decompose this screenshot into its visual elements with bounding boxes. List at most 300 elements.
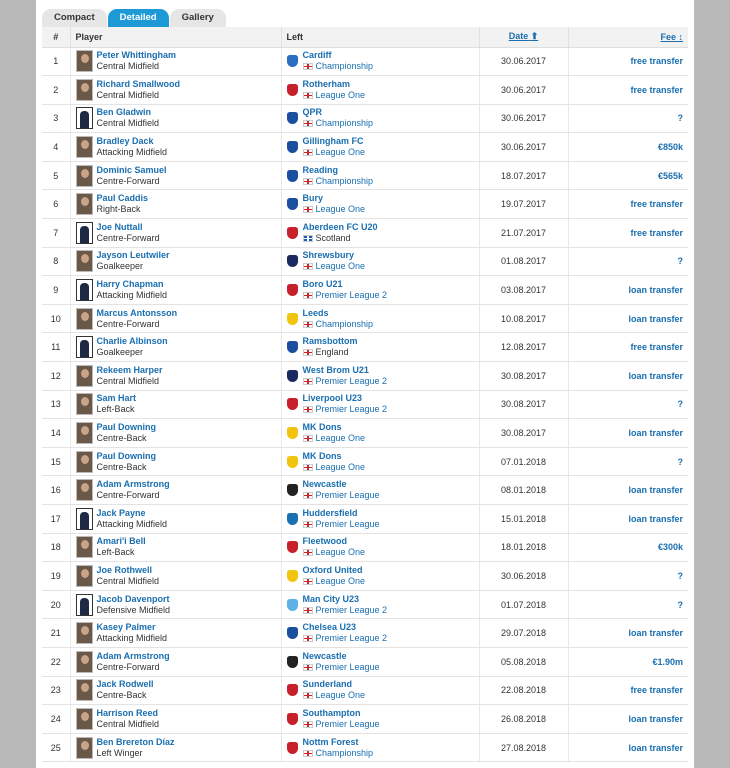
player-name-link[interactable]: Jayson Leutwiler: [96, 250, 170, 261]
player-avatar[interactable]: [76, 50, 93, 72]
table-row: [42, 104, 688, 133]
left-club-cell: [281, 104, 479, 133]
table-row: [42, 133, 688, 162]
player-name-link[interactable]: Jack Rodwell: [96, 679, 154, 690]
row-number: 4: [42, 133, 70, 162]
row-number: 21: [42, 619, 70, 648]
header-date-label[interactable]: Date: [508, 31, 529, 42]
club-crest-icon[interactable]: [287, 627, 298, 639]
club-crest-icon[interactable]: [287, 198, 298, 210]
league-link[interactable]: Premier League: [315, 718, 380, 729]
left-club-cell: [281, 590, 479, 619]
row-number: 5: [42, 161, 70, 190]
club-name-link[interactable]: Aberdeen FC U20: [302, 221, 378, 232]
transfer-fee-link[interactable]: €565k: [568, 161, 688, 190]
transfer-fee-link[interactable]: ?: [568, 390, 688, 419]
club-name-link[interactable]: Nottm Forest: [302, 736, 359, 747]
transfer-date: 18.07.2017: [479, 161, 568, 190]
player-position: Left Winger: [96, 747, 143, 758]
transfer-date: 30.06.2017: [479, 104, 568, 133]
club-crest-icon[interactable]: [287, 141, 298, 153]
left-club-cell: [281, 390, 479, 419]
club-name-link[interactable]: MK Dons: [302, 422, 342, 433]
table-row: [42, 161, 688, 190]
club-name-link[interactable]: Ramsbottom: [302, 336, 358, 347]
transfer-fee-link[interactable]: €1.90m: [568, 647, 688, 676]
player-cell: [70, 733, 281, 762]
player-avatar[interactable]: [76, 708, 93, 730]
player-position: Centre-Forward: [96, 175, 160, 186]
player-cell: [70, 676, 281, 705]
left-club-cell: [281, 419, 479, 448]
player-cell: [70, 276, 281, 305]
club-crest-icon[interactable]: [287, 55, 298, 67]
club-crest-icon[interactable]: [287, 227, 298, 239]
club-crest-icon[interactable]: [287, 112, 298, 124]
club-name-link[interactable]: Gillingham FC: [302, 136, 364, 147]
row-number: 18: [42, 533, 70, 562]
transfer-date: 22.08.2018: [479, 676, 568, 705]
player-cell: [70, 47, 281, 76]
transfer-fee-link[interactable]: loan transfer: [568, 304, 688, 333]
country-flag-icon: [303, 178, 313, 185]
club-crest-icon[interactable]: [287, 656, 298, 668]
player-position: Centre-Back: [96, 461, 147, 472]
player-name-link[interactable]: Kasey Palmer: [96, 622, 156, 633]
player-name-link[interactable]: Joe Nuttall: [96, 221, 143, 232]
left-club-cell: [281, 333, 479, 362]
transfer-date: 30.08.2017: [479, 362, 568, 391]
league-link[interactable]: Premier League: [315, 518, 380, 529]
club-name-link[interactable]: Cardiff: [302, 50, 332, 61]
player-position: Attacking Midfield: [96, 518, 168, 529]
player-cell: [70, 705, 281, 734]
league-link[interactable]: League One: [315, 461, 366, 472]
table-row: [42, 505, 688, 534]
club-name-link[interactable]: Liverpool U23: [302, 393, 363, 404]
sort-asc-icon: ⬆: [530, 31, 539, 42]
country-flag-icon: [303, 549, 313, 556]
league-link[interactable]: Championship: [315, 118, 374, 129]
player-cell: [70, 219, 281, 248]
player-position: Centre-Back: [96, 433, 147, 444]
table-row: [42, 76, 688, 105]
transfer-date: 01.08.2017: [479, 247, 568, 276]
row-number: 19: [42, 562, 70, 591]
league-link[interactable]: Premier League 2: [315, 404, 388, 415]
row-number: 20: [42, 590, 70, 619]
player-name-link[interactable]: Paul Downing: [96, 422, 156, 433]
player-avatar[interactable]: [76, 279, 93, 301]
row-number: 10: [42, 304, 70, 333]
club-name-link[interactable]: MK Dons: [302, 450, 342, 461]
league-link[interactable]: League One: [315, 547, 366, 558]
club-name-link[interactable]: Oxford United: [302, 564, 363, 575]
country-flag-icon: [303, 435, 313, 442]
player-avatar[interactable]: [76, 594, 93, 616]
country-flag-icon: [303, 406, 313, 413]
left-club-cell: [281, 447, 479, 476]
transfer-date: 30.06.2017: [479, 47, 568, 76]
table-row: [42, 190, 688, 219]
player-position: Centre-Forward: [96, 318, 160, 329]
league-link[interactable]: Premier League: [315, 490, 380, 501]
row-number: 11: [42, 333, 70, 362]
view-tabs: [42, 9, 227, 27]
player-cell: [70, 333, 281, 362]
league-link: England: [315, 347, 349, 358]
left-club-cell: [281, 247, 479, 276]
left-club-cell: [281, 190, 479, 219]
club-crest-icon[interactable]: [287, 313, 298, 325]
country-flag-icon: [303, 92, 313, 99]
row-number: 22: [42, 647, 70, 676]
country-flag-icon: [303, 664, 313, 671]
player-avatar[interactable]: [76, 479, 93, 501]
table-row: [42, 447, 688, 476]
club-name-link[interactable]: QPR: [302, 107, 323, 118]
league-link[interactable]: Championship: [315, 318, 374, 329]
club-name-link[interactable]: Southampton: [302, 707, 361, 718]
row-number: 2: [42, 76, 70, 105]
player-avatar[interactable]: [76, 165, 93, 187]
club-crest-icon[interactable]: [287, 541, 298, 553]
player-avatar[interactable]: [76, 136, 93, 158]
header-left: Left: [281, 27, 479, 47]
club-crest-icon[interactable]: [287, 484, 298, 496]
club-crest-icon[interactable]: [287, 513, 298, 525]
player-name-link[interactable]: Charlie Albinson: [96, 336, 168, 347]
country-flag-icon: [303, 292, 313, 299]
transfer-date: 30.06.2017: [479, 133, 568, 162]
club-name-link[interactable]: West Brom U21: [302, 364, 369, 375]
player-name-link[interactable]: Dominic Samuel: [96, 164, 167, 175]
country-flag-icon: [303, 321, 313, 328]
country-flag-icon: [303, 63, 313, 70]
row-number: 25: [42, 733, 70, 762]
player-name-link[interactable]: Joe Rothwell: [96, 564, 153, 575]
transfer-fee-link[interactable]: loan transfer: [568, 733, 688, 762]
transfer-fee-link[interactable]: loan transfer: [568, 705, 688, 734]
club-name-link[interactable]: Leeds: [302, 307, 329, 318]
header-date[interactable]: [479, 27, 568, 47]
player-name-link[interactable]: Marcus Antonsson: [96, 307, 178, 318]
transfer-fee-link[interactable]: free transfer: [568, 333, 688, 362]
club-name-link[interactable]: Bury: [302, 193, 324, 204]
transfer-fee-link[interactable]: loan transfer: [568, 276, 688, 305]
club-name-link[interactable]: Shrewsbury: [302, 250, 355, 261]
transfers-table: [42, 27, 688, 762]
club-name-link[interactable]: Chelsea U23: [302, 622, 357, 633]
tab-gallery[interactable]: Gallery: [170, 9, 226, 27]
table-row: [42, 362, 688, 391]
table-body: [42, 47, 688, 762]
table-row: [42, 476, 688, 505]
player-name-link[interactable]: Ben Gladwin: [96, 107, 152, 118]
club-crest-icon[interactable]: [287, 398, 298, 410]
player-avatar[interactable]: [76, 737, 93, 759]
player-avatar[interactable]: [76, 536, 93, 558]
player-position: Centre-Forward: [96, 232, 160, 243]
row-number: 1: [42, 47, 70, 76]
player-position: Central Midfield: [96, 375, 160, 386]
club-crest-icon[interactable]: [287, 170, 298, 182]
country-flag-icon: [303, 149, 313, 156]
transfer-fee-link[interactable]: loan transfer: [568, 505, 688, 534]
row-number: 17: [42, 505, 70, 534]
left-club-cell: [281, 304, 479, 333]
player-avatar[interactable]: [76, 508, 93, 530]
player-name-link[interactable]: Adam Armstrong: [96, 479, 170, 490]
row-number: 24: [42, 705, 70, 734]
transfer-fee-link[interactable]: free transfer: [568, 47, 688, 76]
table-row: [42, 247, 688, 276]
player-avatar[interactable]: [76, 622, 93, 644]
league-link[interactable]: Championship: [315, 61, 374, 72]
player-position: Left-Back: [96, 404, 135, 415]
transfer-fee-link[interactable]: ?: [568, 104, 688, 133]
club-crest-icon[interactable]: [287, 684, 298, 696]
club-crest-icon[interactable]: [287, 370, 298, 382]
player-position: Central Midfield: [96, 718, 160, 729]
country-flag-icon: [303, 235, 313, 242]
left-club-cell: [281, 362, 479, 391]
player-cell: [70, 447, 281, 476]
left-club-cell: [281, 47, 479, 76]
player-avatar[interactable]: [76, 565, 93, 587]
league-link[interactable]: League One: [315, 575, 366, 586]
table-row: [42, 676, 688, 705]
player-cell: [70, 133, 281, 162]
player-name-link[interactable]: Harry Chapman: [96, 279, 164, 290]
country-flag-icon: [303, 349, 313, 356]
club-crest-icon[interactable]: [287, 427, 298, 439]
player-avatar[interactable]: [76, 451, 93, 473]
player-name-link[interactable]: Jack Payne: [96, 507, 146, 518]
table-row: [42, 647, 688, 676]
row-number: 3: [42, 104, 70, 133]
transfer-date: 21.07.2017: [479, 219, 568, 248]
league-link[interactable]: Premier League 2: [315, 290, 388, 301]
transfer-date: 10.08.2017: [479, 304, 568, 333]
transfer-date: 08.01.2018: [479, 476, 568, 505]
club-crest-icon[interactable]: [287, 456, 298, 468]
table-row: [42, 619, 688, 648]
country-flag-icon: [303, 635, 313, 642]
player-avatar[interactable]: [76, 250, 93, 272]
row-number: 16: [42, 476, 70, 505]
player-avatar[interactable]: [76, 308, 93, 330]
row-number: 15: [42, 447, 70, 476]
club-name-link[interactable]: Boro U21: [302, 279, 343, 290]
left-club-cell: [281, 476, 479, 505]
player-position: Goalkeeper: [96, 347, 144, 358]
club-crest-icon[interactable]: [287, 341, 298, 353]
league-link[interactable]: League One: [315, 204, 366, 215]
country-flag-icon: [303, 464, 313, 471]
player-cell: [70, 476, 281, 505]
player-position: Attacking Midfield: [96, 633, 168, 644]
player-cell: [70, 190, 281, 219]
player-avatar[interactable]: [76, 422, 93, 444]
transfer-fee-link[interactable]: loan transfer: [568, 476, 688, 505]
transfer-fee-link[interactable]: ?: [568, 562, 688, 591]
left-club-cell: [281, 161, 479, 190]
club-name-link[interactable]: Newcastle: [302, 479, 347, 490]
player-position: Attacking Midfield: [96, 290, 168, 301]
transfer-fee-link[interactable]: €850k: [568, 133, 688, 162]
country-flag-icon: [303, 578, 313, 585]
player-avatar[interactable]: [76, 651, 93, 673]
club-crest-icon[interactable]: [287, 84, 298, 96]
league-link[interactable]: League One: [315, 690, 366, 701]
country-flag-icon: [303, 263, 313, 270]
player-position: Left-Back: [96, 547, 135, 558]
left-club-cell: [281, 705, 479, 734]
player-name-link[interactable]: Ben Brereton Díaz: [96, 736, 175, 747]
player-avatar[interactable]: [76, 393, 93, 415]
player-avatar[interactable]: [76, 336, 93, 358]
player-position: Central Midfield: [96, 118, 160, 129]
left-club-cell: [281, 505, 479, 534]
player-avatar[interactable]: [76, 679, 93, 701]
club-crest-icon[interactable]: [287, 599, 298, 611]
league-link[interactable]: Premier League 2: [315, 604, 388, 615]
country-flag-icon: [303, 120, 313, 127]
player-name-link[interactable]: Bradley Dack: [96, 136, 154, 147]
transfer-date: 27.08.2018: [479, 733, 568, 762]
league-link: Scotland: [315, 232, 351, 243]
country-flag-icon: [303, 607, 313, 614]
sort-icon: ↕: [678, 31, 683, 42]
header-fee-label[interactable]: Fee: [660, 31, 676, 42]
player-avatar[interactable]: [76, 365, 93, 387]
player-cell: [70, 362, 281, 391]
player-avatar[interactable]: [76, 107, 93, 129]
player-position: Attacking Midfield: [96, 147, 168, 158]
transfer-fee-link[interactable]: ?: [568, 590, 688, 619]
player-position: Centre-Forward: [96, 661, 160, 672]
player-name-link[interactable]: Paul Downing: [96, 450, 156, 461]
club-crest-icon[interactable]: [287, 713, 298, 725]
club-name-link[interactable]: Sunderland: [302, 679, 353, 690]
table-row: [42, 276, 688, 305]
transfer-fee-link[interactable]: free transfer: [568, 76, 688, 105]
club-name-link[interactable]: Man City U23: [302, 593, 360, 604]
transfer-date: 29.07.2018: [479, 619, 568, 648]
league-link[interactable]: Championship: [315, 747, 374, 758]
table-row: [42, 733, 688, 762]
table-row: [42, 705, 688, 734]
player-name-link[interactable]: Jacob Davenport: [96, 593, 170, 604]
player-name-link[interactable]: Amari'i Bell: [96, 536, 146, 547]
transfer-fee-link[interactable]: ?: [568, 447, 688, 476]
league-link[interactable]: League One: [315, 147, 366, 158]
transfer-fee-link[interactable]: free transfer: [568, 190, 688, 219]
league-link[interactable]: Premier League 2: [315, 375, 388, 386]
player-name-link[interactable]: Paul Caddis: [96, 193, 149, 204]
club-name-link[interactable]: Newcastle: [302, 650, 347, 661]
country-flag-icon: [303, 750, 313, 757]
left-club-cell: [281, 533, 479, 562]
player-name-link[interactable]: Harrison Reed: [96, 707, 159, 718]
player-name-link[interactable]: Richard Smallwood: [96, 78, 181, 89]
club-crest-icon[interactable]: [287, 255, 298, 267]
league-link[interactable]: League One: [315, 261, 366, 272]
transfer-date: 18.01.2018: [479, 533, 568, 562]
country-flag-icon: [303, 206, 313, 213]
league-link[interactable]: Premier League: [315, 661, 380, 672]
transfer-fee-link[interactable]: free transfer: [568, 676, 688, 705]
club-crest-icon[interactable]: [287, 284, 298, 296]
header-player: Player: [70, 27, 281, 47]
tab-compact[interactable]: Compact: [42, 9, 107, 27]
player-cell: [70, 304, 281, 333]
transfer-fee-link[interactable]: loan transfer: [568, 619, 688, 648]
transfer-date: 30.08.2017: [479, 390, 568, 419]
league-link[interactable]: Premier League 2: [315, 633, 388, 644]
transfer-date: 01.07.2018: [479, 590, 568, 619]
transfer-fee-link[interactable]: loan transfer: [568, 362, 688, 391]
player-cell: [70, 619, 281, 648]
player-avatar[interactable]: [76, 193, 93, 215]
transfer-date: 30.08.2017: [479, 419, 568, 448]
left-club-cell: [281, 76, 479, 105]
left-club-cell: [281, 219, 479, 248]
league-link[interactable]: League One: [315, 433, 366, 444]
transfer-fee-link[interactable]: ?: [568, 247, 688, 276]
transfer-fee-link[interactable]: loan transfer: [568, 419, 688, 448]
left-club-cell: [281, 276, 479, 305]
player-name-link[interactable]: Peter Whittingham: [96, 50, 177, 61]
country-flag-icon: [303, 492, 313, 499]
club-crest-icon[interactable]: [287, 570, 298, 582]
player-name-link[interactable]: Rekeem Harper: [96, 364, 163, 375]
club-name-link[interactable]: Rotherham: [302, 78, 351, 89]
club-crest-icon[interactable]: [287, 742, 298, 754]
club-name-link[interactable]: Fleetwood: [302, 536, 347, 547]
player-avatar[interactable]: [76, 79, 93, 101]
row-number: 23: [42, 676, 70, 705]
transfer-fee-link[interactable]: free transfer: [568, 219, 688, 248]
player-cell: [70, 419, 281, 448]
row-number: 7: [42, 219, 70, 248]
player-name-link[interactable]: Sam Hart: [96, 393, 137, 404]
tab-detailed[interactable]: Detailed: [108, 9, 169, 27]
transfer-panel: [36, 0, 694, 768]
club-name-link[interactable]: Huddersfield: [302, 507, 358, 518]
row-number: 6: [42, 190, 70, 219]
club-name-link[interactable]: Reading: [302, 164, 339, 175]
player-avatar[interactable]: [76, 222, 93, 244]
player-position: Centre-Forward: [96, 490, 160, 501]
transfer-date: 12.08.2017: [479, 333, 568, 362]
table-row: [42, 333, 688, 362]
player-cell: [70, 647, 281, 676]
transfer-date: 19.07.2017: [479, 190, 568, 219]
header-fee[interactable]: [568, 27, 688, 47]
player-name-link[interactable]: Adam Armstrong: [96, 650, 170, 661]
player-position: Central Midfield: [96, 61, 160, 72]
player-position: Central Midfield: [96, 89, 160, 100]
country-flag-icon: [303, 521, 313, 528]
league-link[interactable]: Championship: [315, 175, 374, 186]
transfer-date: 03.08.2017: [479, 276, 568, 305]
league-link[interactable]: League One: [315, 89, 366, 100]
table-row: [42, 219, 688, 248]
transfer-fee-link[interactable]: €300k: [568, 533, 688, 562]
transfer-date: 07.01.2018: [479, 447, 568, 476]
